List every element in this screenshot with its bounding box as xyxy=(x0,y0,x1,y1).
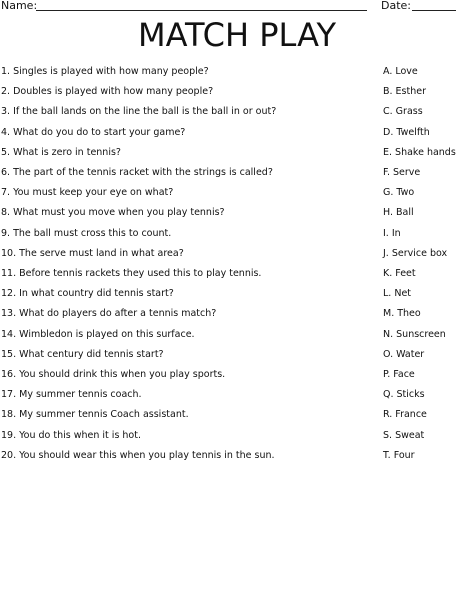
answer-option: F. Serve xyxy=(383,167,421,178)
match-row xyxy=(0,206,474,222)
match-row xyxy=(0,126,474,142)
question-text: 17. My summer tennis coach. xyxy=(1,389,142,401)
answer-option: L. Net xyxy=(383,288,412,300)
question-text: 18. My summer tennis Coach assistant. xyxy=(1,409,189,421)
question-text: 7. You must keep your eye on what? xyxy=(1,187,174,199)
question-text: 3. If the ball lands on the line the ball is the ball in or out? xyxy=(1,106,277,118)
question-text: 12. In what country did tennis start? xyxy=(1,288,174,300)
match-row xyxy=(0,247,474,263)
match-row xyxy=(0,328,474,344)
answer-option: K. Feet xyxy=(383,268,416,279)
answer-option: S. Sweat xyxy=(383,429,425,441)
match-row xyxy=(0,287,474,303)
match-row xyxy=(0,85,474,101)
answer-option: B. Esther xyxy=(383,86,427,98)
question-text: 4. What do you do to start your game? xyxy=(1,126,186,138)
match-row xyxy=(0,227,474,243)
match-row xyxy=(0,307,474,323)
date-label: Date: xyxy=(381,0,411,12)
name-blank-line xyxy=(36,10,367,11)
question-text: 15. What century did tennis start? xyxy=(1,348,164,360)
question-text: 1. Singles is played with how many people? xyxy=(1,66,209,77)
answer-option: A. Love xyxy=(383,66,418,77)
match-row xyxy=(0,267,474,283)
answer-option: O. Water xyxy=(383,348,425,360)
answer-option: T. Four xyxy=(383,449,415,461)
question-text: 13. What do players do after a tennis match? xyxy=(1,308,217,320)
answer-option: P. Face xyxy=(383,369,415,380)
match-row xyxy=(0,348,474,364)
match-row xyxy=(0,429,474,445)
answer-option: R. France xyxy=(383,409,427,421)
worksheet-title: MATCH PLAY xyxy=(137,16,337,54)
question-text: 8. What must you move when you play tennis? xyxy=(1,207,225,219)
date-blank-line xyxy=(412,10,456,11)
answer-option: N. Sunscreen xyxy=(383,328,446,340)
match-row xyxy=(0,449,474,465)
match-row xyxy=(0,146,474,162)
answer-option: Q. Sticks xyxy=(383,389,425,401)
match-row xyxy=(0,65,474,81)
answer-option: C. Grass xyxy=(383,106,423,118)
match-row xyxy=(0,105,474,121)
answer-option: D. Twelfth xyxy=(383,126,430,138)
worksheet-header xyxy=(0,0,474,14)
match-row xyxy=(0,408,474,424)
question-text: 6. The part of the tennis racket with the strings is called? xyxy=(1,167,273,178)
answer-option: M. Theo xyxy=(383,308,421,320)
answer-option: E. Shake hands xyxy=(383,146,456,158)
question-text: 14. Wimbledon is played on this surface. xyxy=(1,328,195,340)
answer-option: I. In xyxy=(383,227,401,239)
match-row xyxy=(0,388,474,404)
match-row xyxy=(0,166,474,182)
answer-option: G. Two xyxy=(383,187,415,199)
match-row xyxy=(0,186,474,202)
question-text: 11. Before tennis rackets they used this to play tennis. xyxy=(1,268,262,279)
question-text: 5. What is zero in tennis? xyxy=(1,146,121,158)
match-row xyxy=(0,368,474,384)
question-text: 2. Doubles is played with how many people? xyxy=(1,86,214,98)
name-label: Name: xyxy=(1,0,38,12)
answer-option: J. Service box xyxy=(383,247,448,259)
question-text: 10. The serve must land in what area? xyxy=(1,247,184,259)
question-text: 19. You do this when it is hot. xyxy=(1,429,141,441)
question-text: 9. The ball must cross this to count. xyxy=(1,227,172,239)
answer-option: H. Ball xyxy=(383,207,414,219)
question-text: 20. You should wear this when you play tennis in the sun. xyxy=(1,449,275,461)
question-text: 16. You should drink this when you play sports. xyxy=(1,369,226,380)
